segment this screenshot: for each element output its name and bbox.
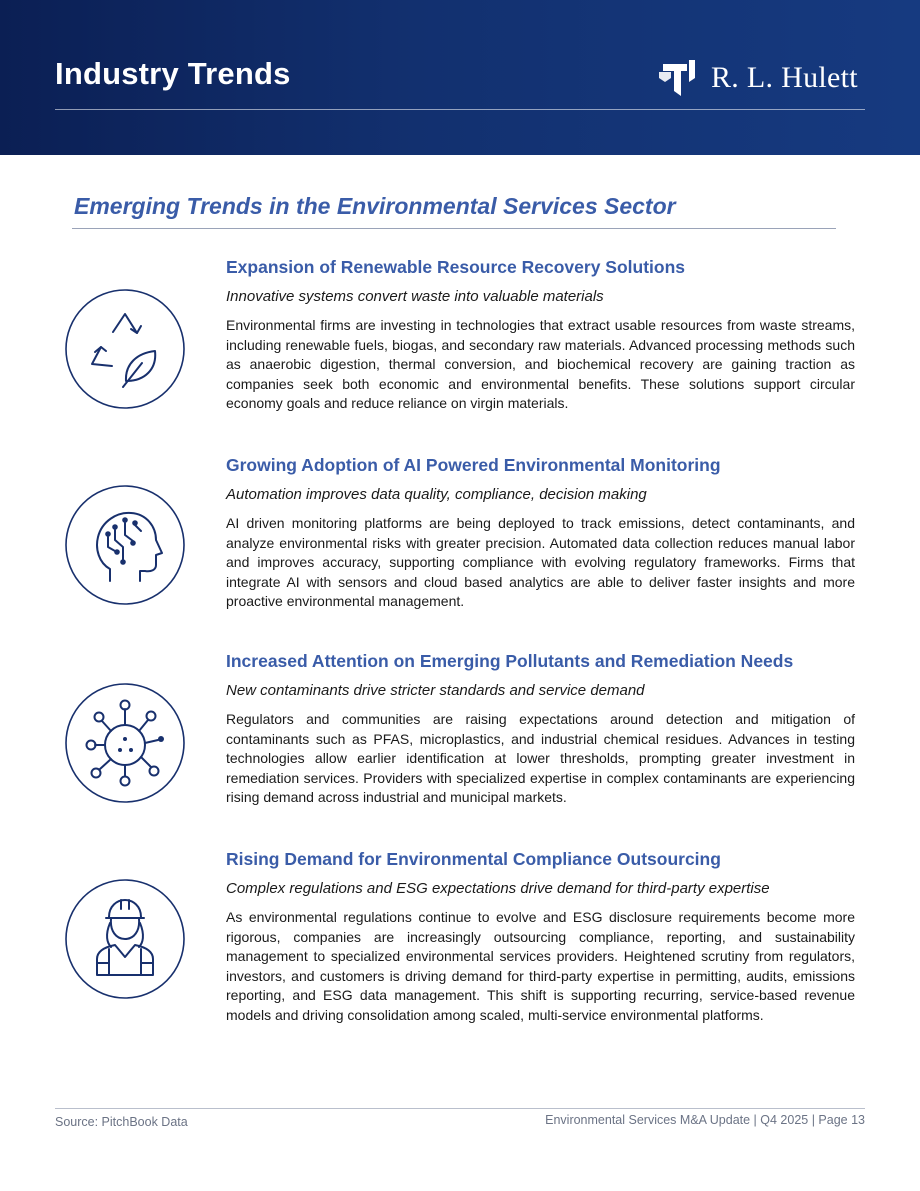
hard-hat-worker-icon — [65, 879, 185, 999]
rl-hulett-logo-mark-icon — [659, 58, 697, 98]
page-header — [0, 0, 920, 155]
logo-text: R. L. Hulett — [711, 61, 858, 94]
trend-body: AI driven monitoring platforms are being deployed to track emissions, detect contaminants, and analyze environmental risks with greater precision. Automated data collection reduces manual labor and improves accuracy, supporting compliance with evolving regulatory frameworks. Firms that integrate AI with sensors and cloud based analytics are able to deliver faster insights and more proactive environmental management. — [226, 515, 855, 609]
recycle-leaf-icon — [65, 289, 185, 409]
trend-title: Increased Attention on Emerging Pollutants and Remediation Needs — [226, 651, 794, 671]
page-title: Industry Trends — [55, 56, 291, 91]
header-divider — [55, 109, 865, 110]
footer-divider — [55, 1108, 865, 1109]
trend-body: Environmental firms are investing in technologies that extract usable resources from waste streams, including renewable fuels, biogas, and secondary raw materials. Advanced processing methods such as anaerobic digestion, thermal conversion, and biochemical recovery are gaining traction as companies seek both economic and environmental benefits. These solutions support circular economy goals and reduce reliance on virgin materials. — [226, 317, 855, 411]
trend-subtitle: New contaminants drive stricter standards and service demand — [226, 682, 645, 699]
trend-title: Rising Demand for Environmental Compliance Outsourcing — [226, 849, 721, 869]
trend-title: Expansion of Renewable Resource Recovery Solutions — [226, 257, 686, 277]
ai-head-icon — [65, 485, 185, 605]
section-title: Emerging Trends in the Environmental Services Sector — [74, 193, 676, 219]
trend-subtitle: Innovative systems convert waste into valuable materials — [226, 288, 604, 305]
contaminant-molecule-icon — [65, 683, 185, 803]
trend-subtitle: Complex regulations and ESG expectations drive demand for third-party expertise — [226, 880, 770, 897]
footer-source: Source: PitchBook Data — [55, 1115, 188, 1129]
section-divider — [72, 228, 836, 229]
footer-page-info: Environmental Services M&A Update | Q4 2025 | Page 13 — [545, 1113, 865, 1127]
company-logo — [659, 58, 858, 98]
trend-subtitle: Automation improves data quality, compliance, decision making — [226, 486, 647, 503]
trend-title: Growing Adoption of AI Powered Environmental Monitoring — [226, 455, 721, 475]
trend-body: As environmental regulations continue to evolve and ESG disclosure requirements become more rigorous, companies are increasingly outsourcing compliance, reporting, and sustainability management to specialized environmental services providers. Heightened scrutiny from regulators, investors, and customers is driving demand for third-party expertise in permitting, audits, emissions reporting, and ESG data management. This shift is supporting recurring, service-based revenue models and driving consolidation among scaled, multi-service environmental platforms. — [226, 909, 855, 1023]
trend-body: Regulators and communities are raising expectations around detection and mitigation of contaminants such as PFAS, microplastics, and industrial chemical residues. Advances in testing technologies allow earlier identification at lower thresholds, prompting greater investment in remediation services. Providers with specialized expertise in complex contaminants are experiencing rising demand across industrial and municipal markets. — [226, 711, 855, 805]
